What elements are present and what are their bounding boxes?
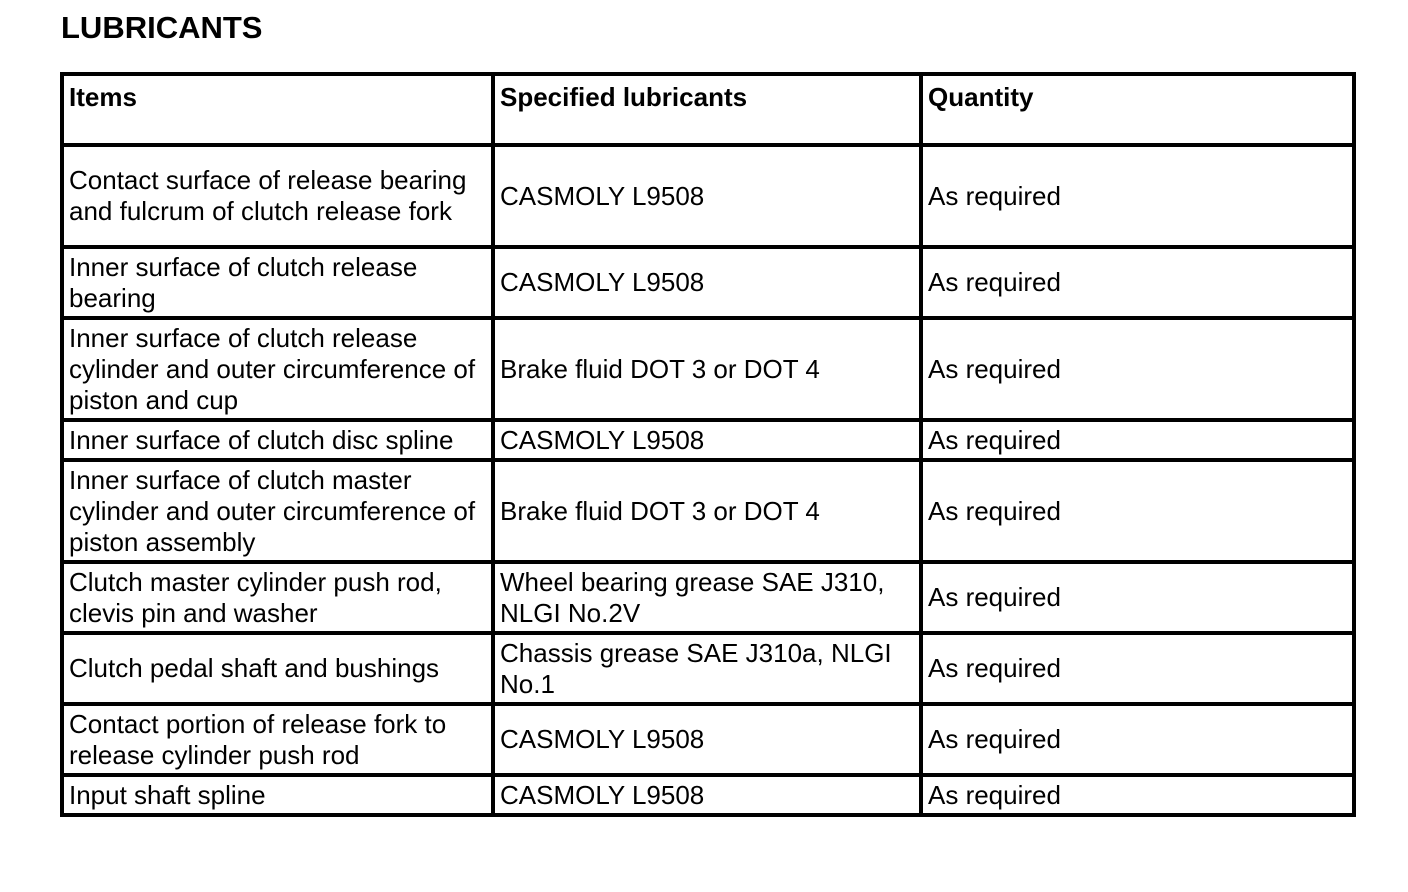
header-specified-lubricants: Specified lubricants bbox=[493, 74, 921, 145]
cell-quantity: As required bbox=[921, 562, 1354, 633]
cell-lubricant: CASMOLY L9508 bbox=[493, 420, 921, 460]
table-row bbox=[62, 318, 1354, 420]
table-row bbox=[62, 460, 1354, 562]
cell-item: Inner surface of clutch release bearing bbox=[62, 247, 493, 318]
cell-item: Clutch master cylinder push rod, clevis pin and washer bbox=[62, 562, 493, 633]
page-title: LUBRICANTS bbox=[61, 10, 263, 45]
lubricants-table bbox=[60, 72, 1356, 817]
cell-quantity: As required bbox=[921, 318, 1354, 420]
cell-lubricant: CASMOLY L9508 bbox=[493, 247, 921, 318]
table-row bbox=[62, 704, 1354, 775]
table-row bbox=[62, 775, 1354, 815]
cell-item: Inner surface of clutch master cylinder and outer circumference of piston assembly bbox=[62, 460, 493, 562]
table-row bbox=[62, 562, 1354, 633]
table-row bbox=[62, 145, 1354, 247]
cell-item: Inner surface of clutch disc spline bbox=[62, 420, 493, 460]
cell-lubricant: Wheel bearing grease SAE J310, NLGI No.2V bbox=[493, 562, 921, 633]
cell-item: Contact portion of release fork to release cylinder push rod bbox=[62, 704, 493, 775]
table-row bbox=[62, 420, 1354, 460]
cell-quantity: As required bbox=[921, 460, 1354, 562]
cell-quantity: As required bbox=[921, 145, 1354, 247]
cell-item: Contact surface of release bearing and fulcrum of clutch release fork bbox=[62, 145, 493, 247]
cell-quantity: As required bbox=[921, 420, 1354, 460]
cell-quantity: As required bbox=[921, 247, 1354, 318]
cell-lubricant: Chassis grease SAE J310a, NLGI No.1 bbox=[493, 633, 921, 704]
cell-lubricant: CASMOLY L9508 bbox=[493, 775, 921, 815]
cell-item: Input shaft spline bbox=[62, 775, 493, 815]
header-quantity: Quantity bbox=[921, 74, 1354, 145]
cell-quantity: As required bbox=[921, 775, 1354, 815]
table-header-row bbox=[62, 74, 1354, 145]
cell-quantity: As required bbox=[921, 633, 1354, 704]
table-row bbox=[62, 633, 1354, 704]
table-row bbox=[62, 247, 1354, 318]
cell-lubricant: CASMOLY L9508 bbox=[493, 704, 921, 775]
cell-lubricant: Brake fluid DOT 3 or DOT 4 bbox=[493, 318, 921, 420]
cell-lubricant: Brake fluid DOT 3 or DOT 4 bbox=[493, 460, 921, 562]
cell-lubricant: CASMOLY L9508 bbox=[493, 145, 921, 247]
cell-item: Inner surface of clutch release cylinder and outer circumference of piston and cup bbox=[62, 318, 493, 420]
header-items: Items bbox=[62, 74, 493, 145]
cell-item: Clutch pedal shaft and bushings bbox=[62, 633, 493, 704]
cell-quantity: As required bbox=[921, 704, 1354, 775]
